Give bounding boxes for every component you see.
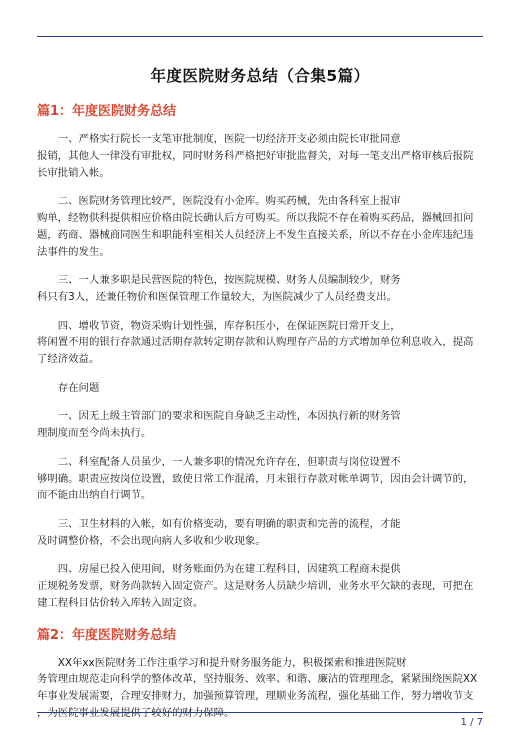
document-body [37, 64, 483, 733]
paragraph: XX年xx医院财务工作注重学习和提升财务服务能力，积极探索和推进医院财 务管理由规范走向科学的整体改革，坚持服务、效率、和谐、廉洁的管理理念，紧紧围绕医院XX 年事业发展需要，合理安排财力，加强预算管理，理顺业务流程，强化基础工作，努力增收节支 ，为医院事业发展提供了较好的财力保障。 [37, 656, 478, 719]
paragraph: 四、房屋已投入使用间，财务账面仍为在建工程科目，因建筑工程商未提供 正规税务发票，财务尚款转入固定资产。这是财务人员缺少培训，业务水平欠缺的表现，可把在 建工程科目估价转入库转入固定资。 [37, 563, 474, 609]
section2-heading: 篇2：年度医院财务总结 [37, 627, 177, 643]
header-rule [37, 36, 483, 37]
paragraph: 二、科室配备人员虽少，一人兼多职的情况允许存在，但职责与岗位设置不 够明确。职责应按岗位设置，致使日常工作混淆，月末银行存款对帐单调节，因由会计调节的， 而不能由出纳自行调节。 [37, 455, 474, 502]
page-number: 1 / 7 [460, 717, 483, 728]
paragraph: 三、一人兼多职是民营医院的特色，按医院规模、财务人员编制较少，财务 科只有3人，还兼任物价和医保管理工作量较大，为医院减少了人员经费支出。 [37, 274, 401, 303]
problems-subheading: 存在问题 [37, 381, 100, 394]
paragraph: 一、因无上级主管部门的要求和医院自身缺乏主动性，本因执行新的财务管 理制度而至今尚未执行。 [37, 410, 401, 440]
paragraph: 二、医院财务管理比较严，医院没有小金库。购买药械，先由各科室上报审 购单，经物供科提供相应价格由院长确认后方可购买。所以我院不存在着购买药品，器械回扣问 题，药商、器械商同医生和职能科室相关人员经济上不发生直接关系，所以不存在小金库违纪违 法事件的发生。 [37, 195, 474, 258]
paragraph: 一、严格实行院长一支笔审批制度，医院一切经济开支必须由院长审批同意 报销，其他人一律没有审批权，同时财务科严格把好审批监督关，对每一笔支出严格审核后报院 长审批销入帐。 [37, 133, 474, 179]
footer-rule [37, 712, 483, 713]
paragraph: 四、增收节资，物资采购计划性强，库存积压小，在保证医院日常开支上， 将闲置不用的银行存款通过活期存款转定期存款和认购理存产品的方式增加单位利息收入，提高 了经济效益。 [37, 319, 474, 366]
document-title: 年度医院财务总结（合集5篇） [150, 67, 370, 85]
section1-heading: 篇1：年度医院财务总结 [37, 104, 177, 119]
paragraph: 三、卫生材料的入帐，如有价格变动，要有明确的职责和完善的流程，才能 及时调整价格，不会出现向病人多收和少收现象。 [37, 517, 401, 547]
